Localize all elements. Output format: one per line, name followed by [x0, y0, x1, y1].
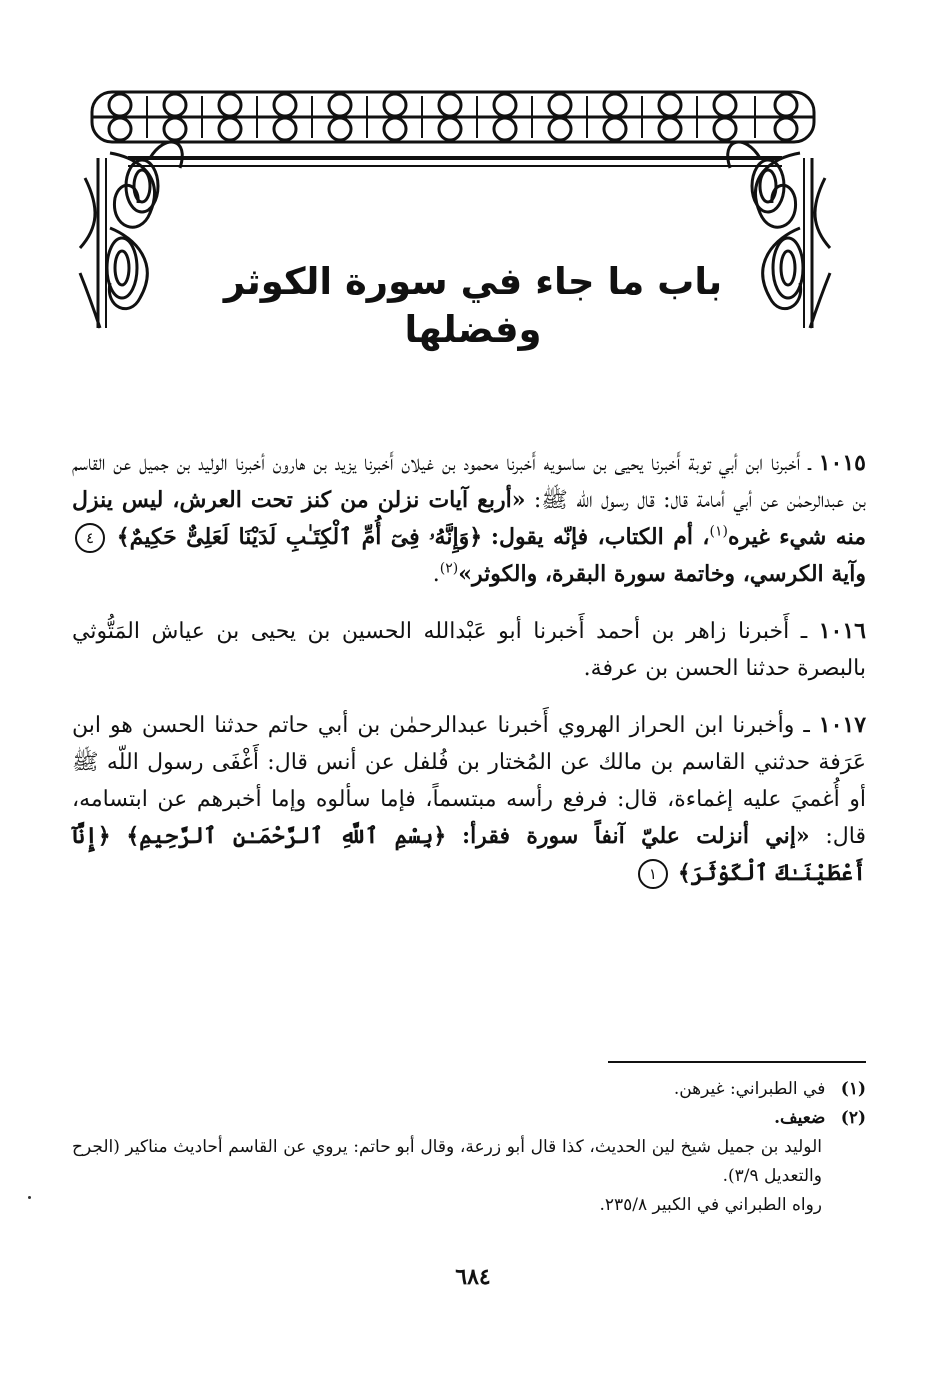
hadith-isnad: ـ وأخبرنا ابن الحراز الهروي أَخبرنا عبدالرحمٰن بن أبي حاتم حدثنا الحسن هو ابن عَرَفة حدثني القاسم بن مالك عن المُختار بن فُلفل عن أنس قال: أَغْفَى رسول اللّه ﷺ أو أُغميَ عليه إغماءة، قال: فرفع رأسه مبتسماً، فإما سألوه وإما أخبرهم عن ابتسامه، قال:: [72, 713, 866, 849]
hadith-matn: «أربع آيات نزلن من كنز تحت العرش، ليس ينزل منه شيء غيره: [72, 487, 866, 550]
footnotes: [72, 1075, 866, 1220]
page-number: ٦٨٤: [455, 1264, 491, 1290]
hadith-end-punct: .: [432, 562, 440, 587]
hadith-number: ١٠١٦: [818, 618, 866, 644]
footnote-1: [72, 1075, 866, 1104]
footnote-marker: (٢): [840, 1108, 866, 1128]
hadith-isnad: ـ أَخبرنا ابن أبي توبة أَخبرنا يحيى بن ساسويه أَخبرنا محمود بن غيلان أَخبرنا يزيد بن هارون أخبرنا الوليد بن جميل عن القاسم بن عبدالرحمٰن عن أبي أمامة قال: قال رسول الله ﷺ:: [72, 451, 866, 513]
footnote-text: في الطبراني: غيرهن.: [673, 1079, 826, 1099]
hadith-1015: [72, 445, 866, 593]
footnote-2-detail: الوليد بن جميل شيخ لين الحديث، كذا قال أبو زرعة، وقال أبو حاتم: يروي عن القاسم أحاديث مناكير (الجرح والتعديل ٣/٩).: [72, 1137, 822, 1186]
hadith-number: ١٠١٧: [818, 712, 867, 738]
hadith-number: ١٠١٥: [818, 450, 866, 476]
footnote-text: ضعيف.: [774, 1108, 826, 1128]
hadith-1016: [72, 613, 866, 687]
quran-verse: ﴿إِنَّآ أَعْطَيْنَـٰكَ ٱلْكَوْثَرَ﴾: [72, 823, 866, 886]
hadith-matn-end: وآية الكرسي، وخاتمة سورة البقرة، والكوثر»: [458, 561, 866, 587]
quran-verse: ﴿وَإِنَّهُۥ فِىٓ أُمِّ ٱلْكِتَـٰبِ لَدَيْنَا لَعَلِىٌّ حَكِيمٌ﴾: [116, 524, 483, 550]
footnote-ref[interactable]: (٢): [439, 560, 459, 577]
hadith-isnad: ـ أَخبرنا زاهر بن أحمد أَخبرنا أبو عَبْدالله الحسين بن يحيى بن عياش المَتُّوثي بالبصرة حدثنا الحسن بن عرفة.: [72, 619, 866, 681]
footnote-ref[interactable]: (١): [709, 523, 728, 540]
hadith-matn: «إني أنزلت عليّ آنفاً سورة فقرأ:: [461, 823, 810, 849]
basmala: ﴿بِسْمِ ٱللَّهِ ٱلرَّحْمَـٰنِ ٱلرَّحِيمِ﴾: [126, 823, 447, 849]
footnote-divider: [608, 1061, 866, 1063]
chapter-title: باب ما جاء في سورة الكوثر وفضلها: [223, 260, 723, 351]
scan-speck: [28, 1196, 31, 1199]
ayah-number-mark: ١: [638, 859, 668, 889]
hadith-matn-continued: ، أم الكتاب، فإنّه يقول:: [490, 524, 710, 550]
hadith-1017: [72, 707, 866, 892]
footnote-2: [72, 1104, 866, 1133]
footnote-2-source: رواه الطبراني في الكبير ٢٣٥/٨.: [599, 1195, 822, 1215]
footnote-marker: (١): [840, 1079, 866, 1099]
ayah-number-mark: ٤: [75, 523, 105, 553]
main-text: [72, 445, 866, 912]
